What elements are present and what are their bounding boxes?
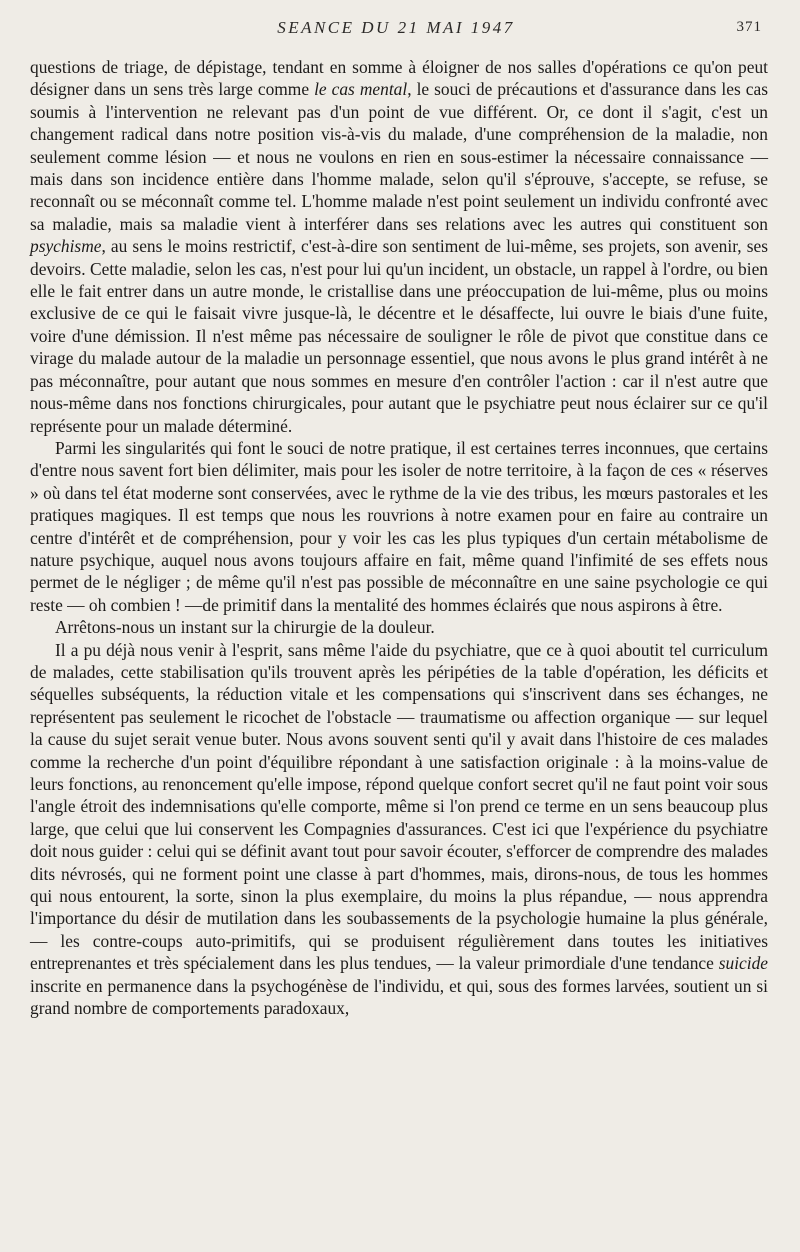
paragraph-1 <box>30 56 768 437</box>
italic-term: suicide <box>718 953 768 974</box>
text-run: questions de triage, de dépistage, tendant en somme à éloigner de nos salles d'opérations ce qu'on peut désigner dans un sens très large comme <box>30 57 768 100</box>
text-run: , le souci de précautions et d'assurance dans les cas soumis à l'intervention ne relevant pas d'un point de vue différent. Or, ce dont il s'agit, c'est un changement radical dans notre position vis-à-vis du malade, d'une compréhension de la maladie, non seulement comme lésion — et nous ne voulons en rien en sous-estimer la nécessaire connaissance — mais dans son incidence entière dans l'homme malade, selon qu'il s'éprouve, s'accepte, se refuse, se reconnaît ou se méconnaît comme tel. L'homme malade n'est point seulement un individu confronté avec sa maladie, mais sa maladie vient à interférer dans ses relations avec les autres qui constituent son <box>30 79 768 234</box>
paragraph-3: Arrêtons-nous un instant sur la chirurgie de la douleur. <box>55 617 435 638</box>
paragraph-4 <box>30 639 768 1020</box>
text-run: Il a pu déjà nous venir à l'esprit, sans même l'aide du psychiatre, que ce à quoi aboutit tel curriculum de malades, cette stabilisation qu'ils trouvent après les péripéties de la table d'opération, les déficits et séquelles subséquents, la réduction vitale et les compensations qui s'inscrivent dans ses échanges, ne représentent pas seulement le ricochet de l'obstacle — traumatisme ou affection organique — sur lequel la cause du sujet serait venue buter. Nous avons souvent senti qu'il y avait dans l'histoire de ces malades comme la recherche d'un point d'équilibre répondant à une satisfaction originale : à la moins-value de leurs fonctions, au renoncement qu'elle impose, répond quelque confort secret qu'il ne faut point voir sous l'angle étroit des indemnisations qu'elle comporte, même si l'on prend ce terme en un sens beaucoup plus large, que celui que lui conservent les Compagnies d'assurances. C'est ici que l'expérience du psychiatre doit nous guider : celui qui se définit avant tout pour savoir écouter, s'efforcer de comprendre des malades dits névrosés, qui ne forment point une classe à part d'hommes, mais, dirons-nous, de tous les hommes qui nous entourent, la sorte, sinon la plus exemplaire, du moins la plus répandue, — nous apprendra l'importance du désir de mutilation dans les soubassements de la psychologie humaine la plus générale, — les contre-coups auto-primitifs, qui se produisent régulièrement dans toutes les initiatives entreprenantes et très spécialement dans les plus tendues, — la valeur primordiale d'une tendance <box>30 639 768 974</box>
paragraph-2: Parmi les singularités qui font le souci de notre pratique, il est certaines terres inconnues, que certains d'entre nous savent fort bien délimiter, mais pour les isoler de notre territoire, à la façon de ces « réserves » où dans tel état moderne sont conservées, avec le rythme de la vie des tribus, les mœurs pastorales et les pratiques magiques. Il est temps que nous les rouvrions à notre examen pour en faire au contraire un centre d'intérêt et de compréhension, pour y voir les cas les plus typiques d'un certain métabolisme de nature psychique, auquel nous avons toujours affaire en fait, même quand l'infimité de ses effets nous permet de le négliger ; de même qu'il n'est pas possible de méconnaître en une saine psychologie ce qui reste — oh combien ! —de primitif dans la mentalité des hommes éclairés que nous aspirons à être. <box>30 437 768 615</box>
body-text <box>30 56 768 1019</box>
text-run: inscrite en permanence dans la psychogénèse de l'individu, et qui, sous des formes larvées, soutient un si grand nombre de comportements paradoxaux, <box>30 975 768 1019</box>
italic-term: psychisme <box>30 236 102 257</box>
text-run: , au sens le moins restrictif, c'est-à-dire son sentiment de lui-même, ses projets, son avenir, ses devoirs. Cette maladie, selon les cas, n'est pour lui qu'un incident, un obstacle, un rappel à l'ordre, ou bien elle le fait entrer dans un autre monde, le cristallise dans une préoccupation de lui-même, plus ou moins exclusive de ce qui le faisait vivre jusque-là, le décentre et le désaffecte, lui ouvre le biais d'une fuite, voire d'une démission. Il n'est même pas nécessaire de souligner le rôle de pivot que constitue dans ce virage du malade autour de la maladie un personnage essentiel, que nous avons le plus grand intérêt à ne pas méconnaître, pour autant que nous sommes en mesure d'en contrôler l'action : car il n'est autre que nous-même dans nos fonctions chirurgicales, pour autant que le psychiatre peut nous éclairer sur ce qu'il représente pour un malade déterminé. <box>30 236 768 436</box>
italic-term: le cas mental <box>314 79 408 100</box>
page-header <box>30 18 762 42</box>
page-number: 371 <box>736 19 762 35</box>
running-head: SEANCE DU 21 MAI 1947 <box>277 18 515 37</box>
